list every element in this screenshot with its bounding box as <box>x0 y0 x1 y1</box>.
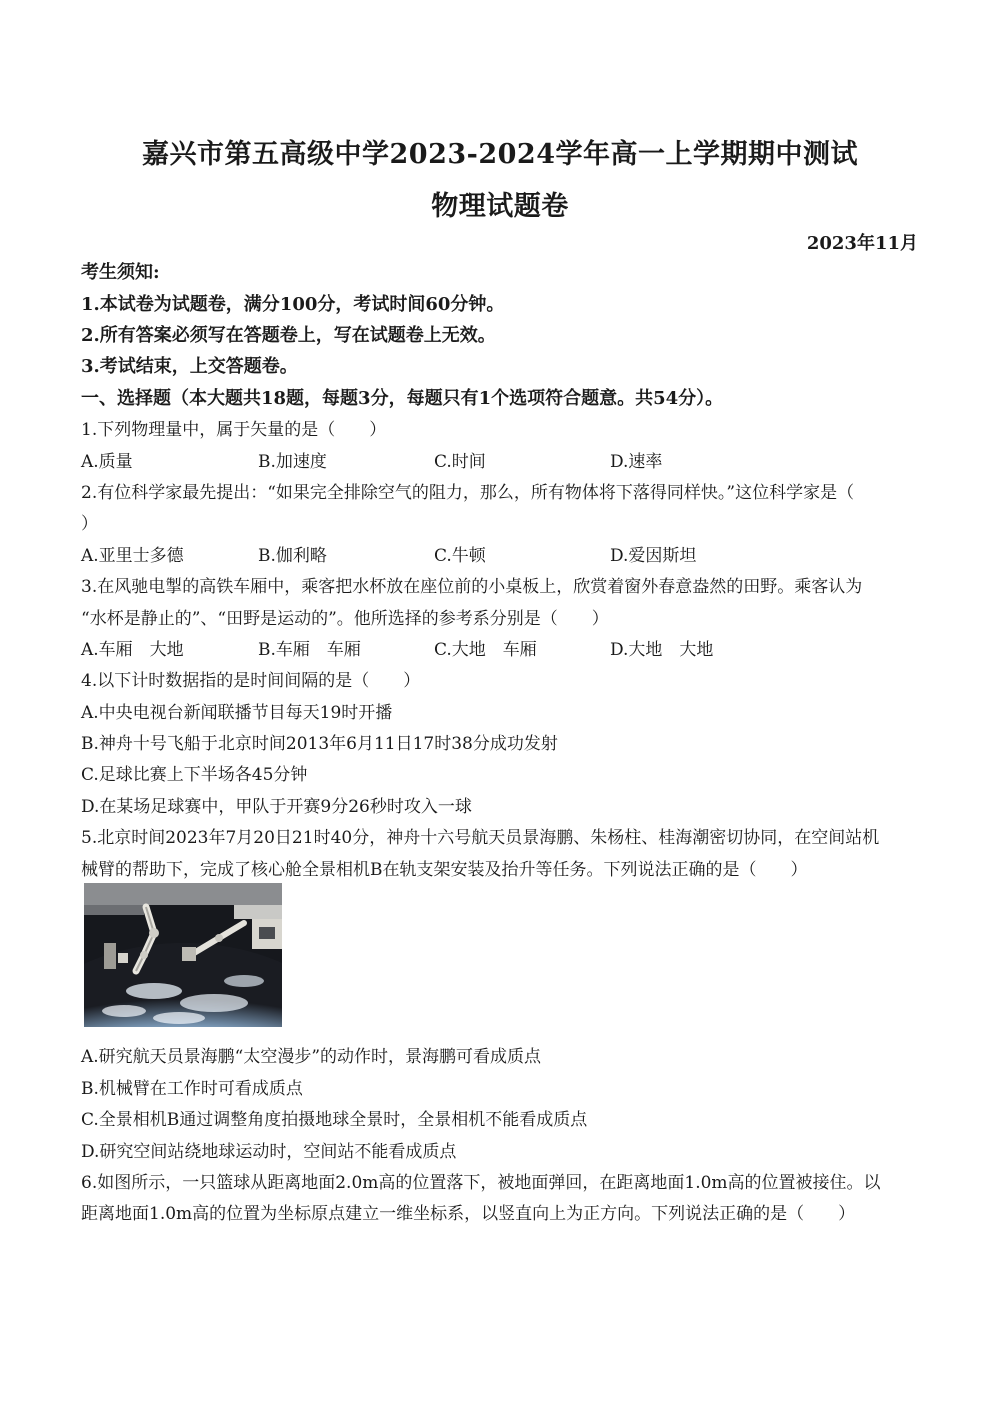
option-a: A.质量 <box>81 452 133 472</box>
option-c: C.足球比赛上下半场各45分钟 <box>81 765 308 785</box>
exam-title: 嘉兴市第五高级中学2023-2024学年高一上学期期中测试 <box>142 139 858 170</box>
option-d: D.爱因斯坦 <box>610 546 697 566</box>
option-b: B.神舟十号飞船于北京时间2013年6月11日17时38分成功发射 <box>81 734 558 754</box>
option-a: A.车厢 大地 <box>81 640 184 660</box>
exam-date: 2023年11月 <box>806 233 918 254</box>
exam-subtitle: 物理试题卷 <box>431 191 569 222</box>
notice-item: 1.本试卷为试题卷，满分100分，考试时间60分钟。 <box>81 294 505 315</box>
question-stem: 2.有位科学家最先提出：“如果完全排除空气的阻力，那么，所有物体将下落得同样快。”这位科学家是（ <box>81 483 855 503</box>
notice-item: 3.考试结束，上交答题卷。 <box>81 356 298 377</box>
option-c: C.时间 <box>434 452 486 472</box>
section-heading: 一、选择题（本大题共18题，每题3分，每题只有1个选项符合题意。共54分）。 <box>81 388 724 409</box>
question-stem-cont: 距离地面1.0m高的位置为坐标原点建立一维坐标系，以竖直向上为正方向。下列说法正确的是（ ） <box>81 1204 856 1224</box>
option-a: A.中央电视台新闻联播节目每天19时开播 <box>81 703 393 723</box>
question-stem: 1.下列物理量中，属于矢量的是（ ） <box>81 420 387 440</box>
option-d: D.在某场足球赛中，甲队于开赛9分26秒时攻入一球 <box>81 797 472 817</box>
option-d: D.速率 <box>610 452 663 472</box>
notice-item: 2.所有答案必须写在答题卷上，写在试题卷上无效。 <box>81 325 496 346</box>
option-b: B.加速度 <box>258 452 327 472</box>
option-b: B.车厢 车厢 <box>258 640 361 660</box>
option-b: B.机械臂在工作时可看成质点 <box>81 1079 303 1099</box>
option-d: D.大地 大地 <box>610 640 714 660</box>
question-stem-cont: “水杯是静止的”、“田野是运动的”。他所选择的参考系分别是（ ） <box>81 609 609 629</box>
question-stem: 5.北京时间2023年7月20日21时40分，神舟十六号航天员景海鹏、朱杨柱、桂海潮密切协同，在空间站机 <box>81 828 880 848</box>
question-stem: 6.如图所示，一只篮球从距离地面2.0m高的位置落下，被地面弹回，在距离地面1.0m高的位置被接住。以 <box>81 1173 881 1193</box>
option-b: B.伽利略 <box>258 546 327 566</box>
option-c: C.大地 车厢 <box>434 640 537 660</box>
option-c: C.牛顿 <box>434 546 486 566</box>
question-stem-cont: 械臂的帮助下，完成了核心舱全景相机B在轨支架安装及抬升等任务。下列说法正确的是（ ） <box>81 860 808 880</box>
question-stem: 3.在风驰电掣的高铁车厢中，乘客把水杯放在座位前的小桌板上，欣赏着窗外春意盎然的田野。乘客认为 <box>81 577 863 597</box>
option-d: D.研究空间站绕地球运动时，空间站不能看成质点 <box>81 1142 457 1162</box>
question-stem: 4.以下计时数据指的是时间间隔的是（ ） <box>81 671 421 691</box>
question-stem-cont: ） <box>81 514 98 534</box>
option-c: C.全景相机B通过调整角度拍摄地球全景时，全景相机不能看成质点 <box>81 1110 588 1130</box>
space-station-photo <box>84 883 282 1027</box>
notice-heading: 考生须知: <box>81 262 160 283</box>
option-a: A.亚里士多德 <box>81 546 184 566</box>
option-a: A.研究航天员景海鹏“太空漫步”的动作时，景海鹏可看成质点 <box>81 1047 542 1067</box>
